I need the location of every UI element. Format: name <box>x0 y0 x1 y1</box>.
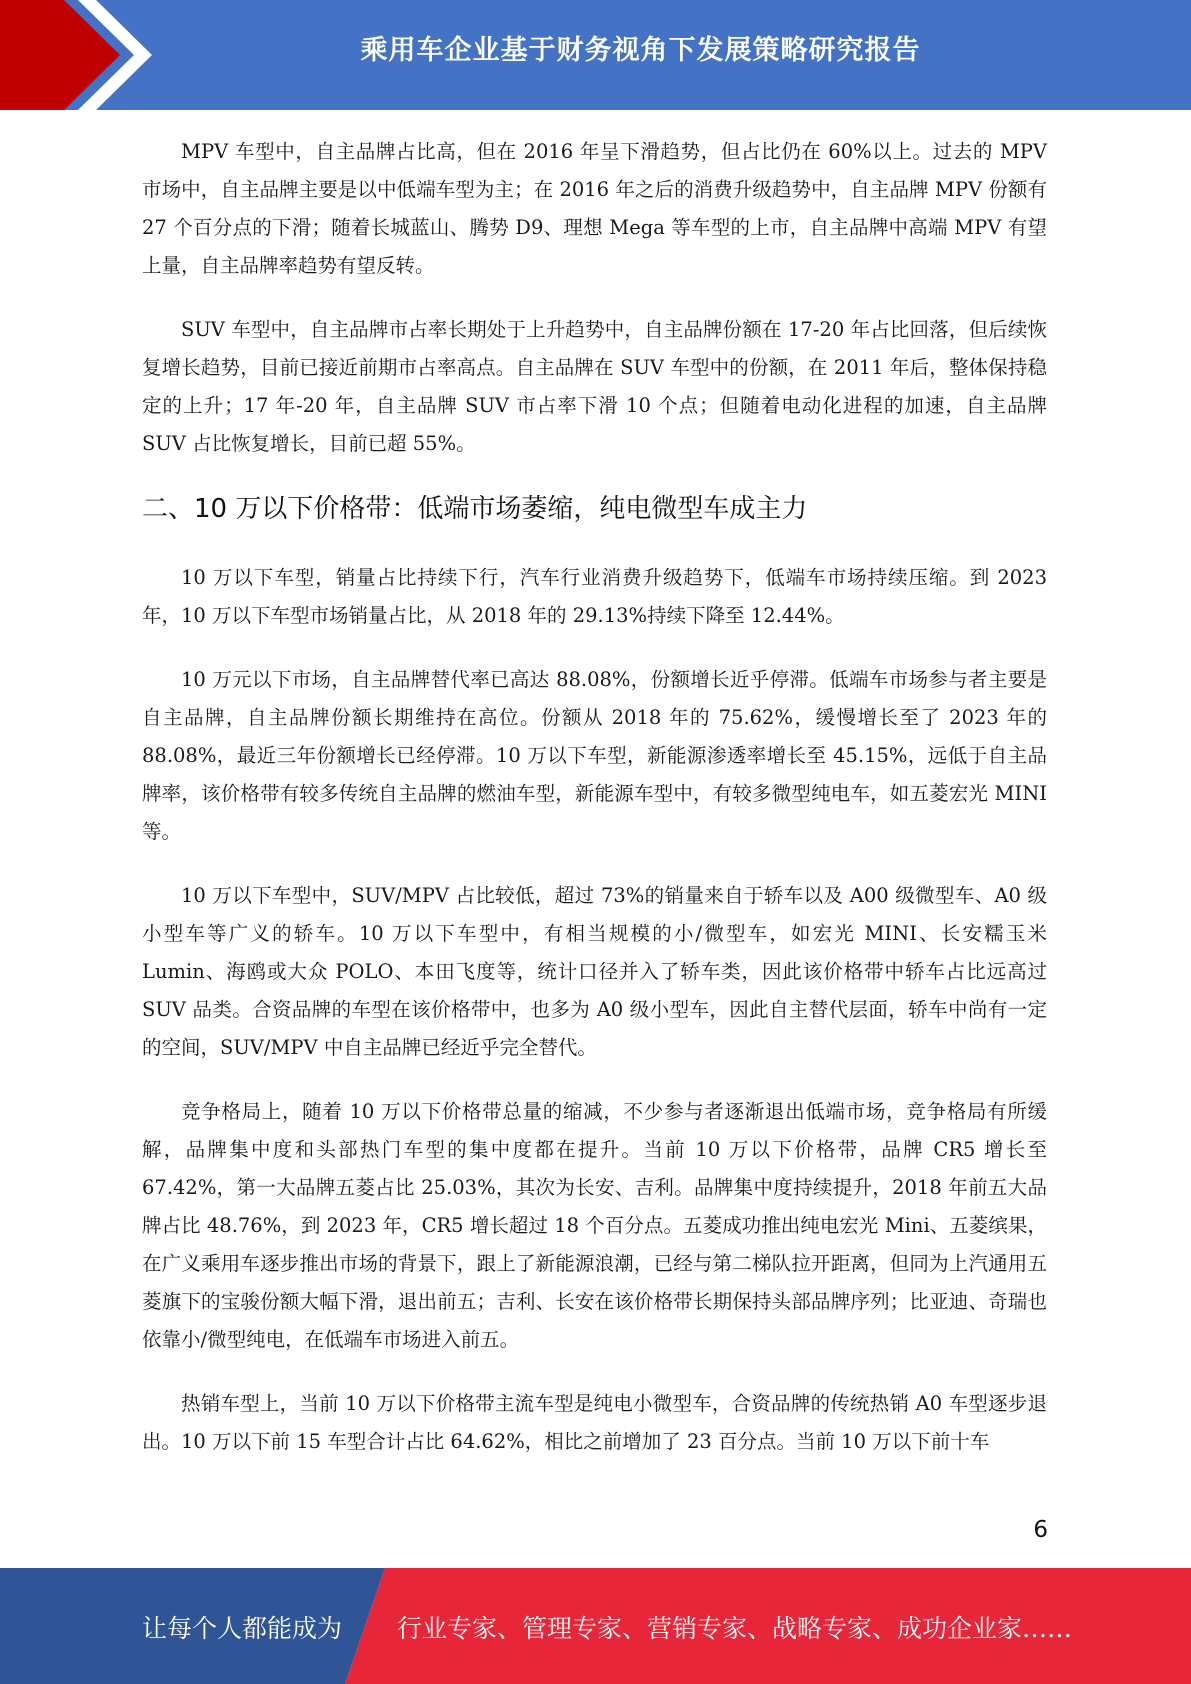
footer-slogan-left: 让每个人都能成为 <box>142 1614 343 1643</box>
page-number: 6 <box>1033 1517 1048 1543</box>
paragraph-suv: SUV 车型中，自主品牌市占率长期处于上升趋势中，自主品牌份额在 17-20 年占比回落，但后续恢复增长趋势，目前已接近前期市占率高点。自主品牌在 SUV 车型中的份额，在 2011 年后，整体保持稳定的上升；17 年-20 年，自主品牌 SUV 市占率下滑 10 个点；但随着电动化进程的加速，自主品牌 SUV 占比恢复增长，目前已超 55%。 <box>142 318 1047 455</box>
section-heading: 二、10 万以下价格带：低端市场萎缩，纯电微型车成主力 <box>142 494 808 524</box>
paragraph-mpv: MPV 车型中，自主品牌占比高，但在 2016 年呈下滑趋势，但占比仍在 60%以上。过去的 MPV 市场中，自主品牌主要是以中低端车型为主；在 2016 年之后的消费升级趋势中，自主品牌 MPV 份额有 27 个百分点的下滑；随着长城蓝山、腾势 D9、理想 Mega 等车型的上市，自主品牌中高端 MPV 有望上量，自主品牌率趋势有望反转。 <box>142 140 1047 277</box>
paragraph-hot-models: 热销车型上，当前 10 万以下价格带主流车型是纯电小微型车，合资品牌的传统热销 A0 车型逐步退出。10 万以下前 15 车型合计占比 64.62%，相比之前增加了 23 百分点。当前 10 万以下前十车 <box>142 1392 1047 1453</box>
paragraph-sales-share: 10 万以下车型，销量占比持续下行，汽车行业消费升级趋势下，低端车市场持续压缩。到 2023 年，10 万以下车型市场销量占比，从 2018 年的 29.13%持续下降至 12.44%。 <box>142 566 1047 627</box>
paragraph-competition: 竞争格局上，随着 10 万以下价格带总量的缩减，不少参与者逐渐退出低端市场，竞争格局有所缓解，品牌集中度和头部热门车型的集中度都在提升。当前 10 万以下价格带，品牌 CR5 增长至 67.42%，第一大品牌五菱占比 25.03%，其次为长安、吉利。品牌集中度持续提升，2018 年前五大品牌占比 48.76%，到 2023 年，CR5 增长超过 18 个百分点。五菱成功推出纯电宏光 Mini、五菱缤果，在广义乘用车逐步推出市场的背景下，跟上了新能源浪潮，已经与第二梯队拉开距离，但同为上汽通用五菱旗下的宝骏份额大幅下滑，退出前五；吉利、长安在该价格带长期保持头部品牌序列；比亚迪、奇瑞也依靠小/微型纯电，在低端车市场进入前五。 <box>142 1100 1047 1351</box>
paragraph-own-brand: 10 万元以下市场，自主品牌替代率已高达 88.08%，份额增长近乎停滞。低端车市场参与者主要是自主品牌，自主品牌份额长期维持在高位。份额从 2018 年的 75.62%，缓慢增长至了 2023 年的 88.08%，最近三年份额增长已经停滞。10 万以下车型，新能源渗透率增长至 45.15%，远低于自主品牌率，该价格带有较多传统自主品牌的燃油车型，新能源车型中，有较多微型纯电车，如五菱宏光 MINI 等。 <box>142 668 1047 843</box>
paragraph-body-type: 10 万以下车型中，SUV/MPV 占比较低，超过 73%的销量来自于轿车以及 A00 级微型车、A0 级小型车等广义的轿车。10 万以下车型中，有相当规模的小/微型车，如宏光 MINI、长安糯玉米 Lumin、海鸥或大众 POLO、本田飞度等，统计口径并入了轿车类，因此该价格带中轿车占比远高过 SUV 品类。合资品牌的车型在该价格带中，也多为 A0 级小型车，因此自主替代层面，轿车中尚有一定的空间，SUV/MPV 中自主品牌已经近乎完全替代。 <box>142 884 1047 1059</box>
page-header-band <box>0 0 1191 110</box>
main-content <box>142 133 1047 1487</box>
page-footer-band <box>0 1568 1191 1684</box>
report-title: 乘用车企业基于财务视角下发展策略研究报告 <box>360 35 921 66</box>
footer-slogan-right: 行业专家、管理专家、营销专家、战略专家、成功企业家…… <box>397 1614 1073 1643</box>
